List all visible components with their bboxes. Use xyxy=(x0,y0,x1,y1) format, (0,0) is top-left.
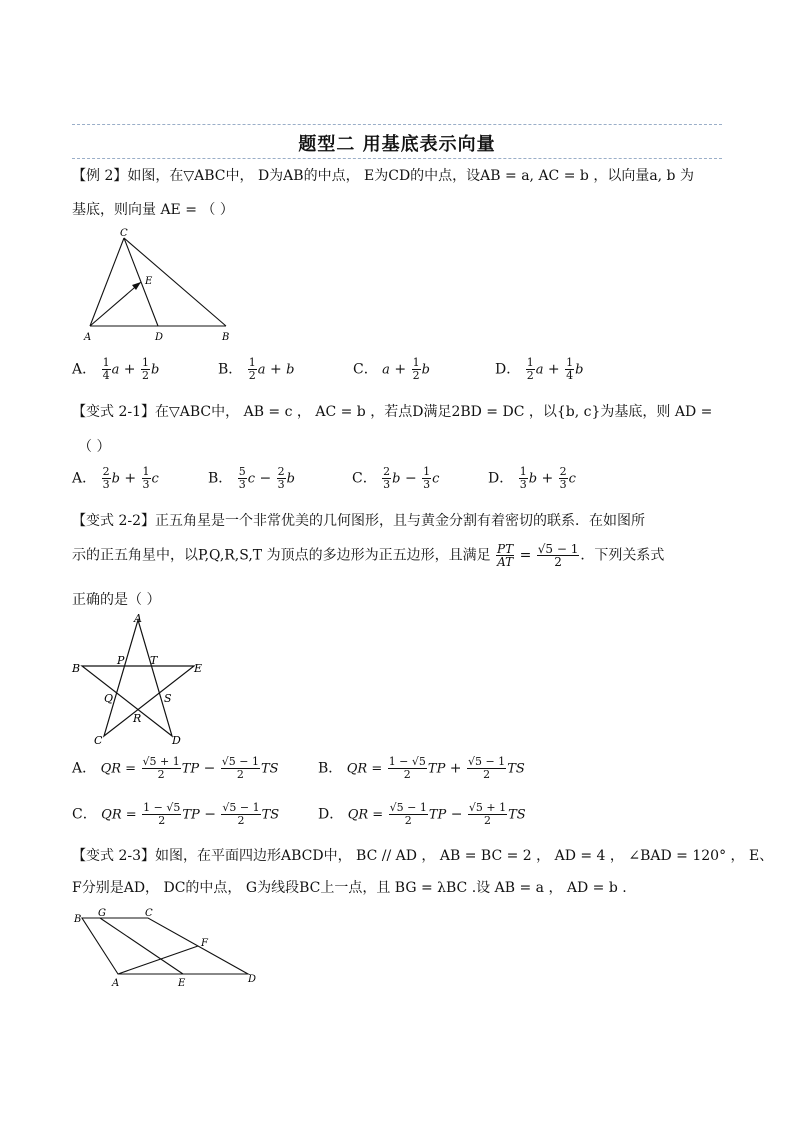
v21-option-c[interactable]: C． $\frac{2}{3}$ b − $\frac{1}{3}$ c xyxy=(352,465,440,491)
top-divider xyxy=(72,124,722,125)
variant-2-1-line-1: 【变式 2-1】在▽ABC中， AB = c ， AC = b ，若点D满足2BD = DC ，以{b, c}为基底，则 AD = xyxy=(72,404,713,420)
label-d: D xyxy=(248,974,257,985)
ex2-option-c[interactable]: C． a + $\frac{1}{2}$ b xyxy=(353,356,430,382)
label-b: B xyxy=(222,332,230,343)
v21-option-d[interactable]: D． $\frac{1}{3}$ b + $\frac{2}{3}$ c xyxy=(488,465,576,491)
variant-2-2-line-3: 正确的是（ ） xyxy=(72,592,161,608)
label-q: Q xyxy=(104,692,114,705)
variant-2-1-line-2: （ ） xyxy=(78,439,111,455)
label-r: R xyxy=(133,712,142,725)
label-c: C xyxy=(120,228,128,239)
v21-option-a[interactable]: A． $\frac{2}{3}$ b + $\frac{1}{3}$ c xyxy=(72,465,159,491)
v21-option-b[interactable]: B． $\frac{5}{3}$ c − $\frac{2}{3}$ b xyxy=(208,465,295,491)
label-c: C xyxy=(145,908,153,919)
v22-option-c[interactable]: C． QR = $\frac{1 - √5}{2}$ TP − $\frac{√5 - 1}{2}$ TS xyxy=(72,801,280,827)
v22-option-d[interactable]: D． QR = $\frac{√5 - 1}{2}$ TP − $\frac{√5 + 1}{2}$ TS xyxy=(318,801,526,827)
example-2-line-1: 【例 2】如图，在▽ABC中， D为AB的中点， E为CD的中点，设AB = a, AC = b ，以向量a, b 为 xyxy=(72,168,694,184)
label-e: E xyxy=(145,276,153,287)
variant-2-2-line-1: 【变式 2-2】正五角星是一个非常优美的几何图形，且与黄金分割有着密切的联系．在如图所 xyxy=(72,513,645,529)
label-d: D xyxy=(172,734,181,747)
ex2-option-d[interactable]: D． $\frac{1}{2}$ a + $\frac{1}{4}$ b xyxy=(495,356,584,382)
label-f: F xyxy=(201,938,208,949)
label-b: B xyxy=(74,914,82,925)
label-e: E xyxy=(194,662,203,675)
v22-option-a[interactable]: A． QR = $\frac{√5 + 1}{2}$ TP − $\frac{√5 - 1}{2}$ TS xyxy=(72,755,279,781)
triangle-figure xyxy=(80,226,240,346)
label-e: E xyxy=(178,978,186,989)
label-p: P xyxy=(117,654,125,667)
label-a: A xyxy=(84,332,92,343)
variant-2-3-line-1: 【变式 2-3】如图，在平面四边形ABCD中， BC // AD ， AB = BC = 2 ， AD = 4 ， ∠BAD = 120° ， E、 xyxy=(72,848,774,864)
variant-2-2-line-2: 示的正五角星中，以P,Q,R,S,T 为顶点的多边形为正五边形，且满足 $\frac{PT}{AT}$ = $\frac{√5 - 1}{2}$ ．下列关系式 xyxy=(72,542,665,569)
label-d: D xyxy=(155,332,164,343)
label-s: S xyxy=(164,692,172,705)
ex2-option-a[interactable]: A． $\frac{1}{4}$ a + $\frac{1}{2}$ b xyxy=(72,356,160,382)
label-c: C xyxy=(94,734,103,747)
pentagram-figure xyxy=(70,612,210,747)
label-a: A xyxy=(112,978,120,989)
label-t: T xyxy=(150,654,158,667)
example-2-line-2: 基底，则向量 AE = （ ） xyxy=(72,202,234,218)
label-g: G xyxy=(98,908,106,919)
title-divider xyxy=(72,158,722,159)
variant-2-3-line-2: F分别是AD， DC的中点， G为线段BC上一点，且 BG = λBC .设 AB = a ， AD = b . xyxy=(72,880,627,896)
section-title: 题型二 用基底表示向量 xyxy=(298,134,496,155)
quadrilateral-figure xyxy=(70,904,270,994)
label-a: A xyxy=(134,612,142,625)
ex2-option-b[interactable]: B． $\frac{1}{2}$ a + b xyxy=(218,356,295,382)
v22-option-b[interactable]: B． QR = $\frac{1 - √5}{2}$ TP + $\frac{√5 - 1}{2}$ TS xyxy=(318,755,525,781)
label-b: B xyxy=(72,662,81,675)
